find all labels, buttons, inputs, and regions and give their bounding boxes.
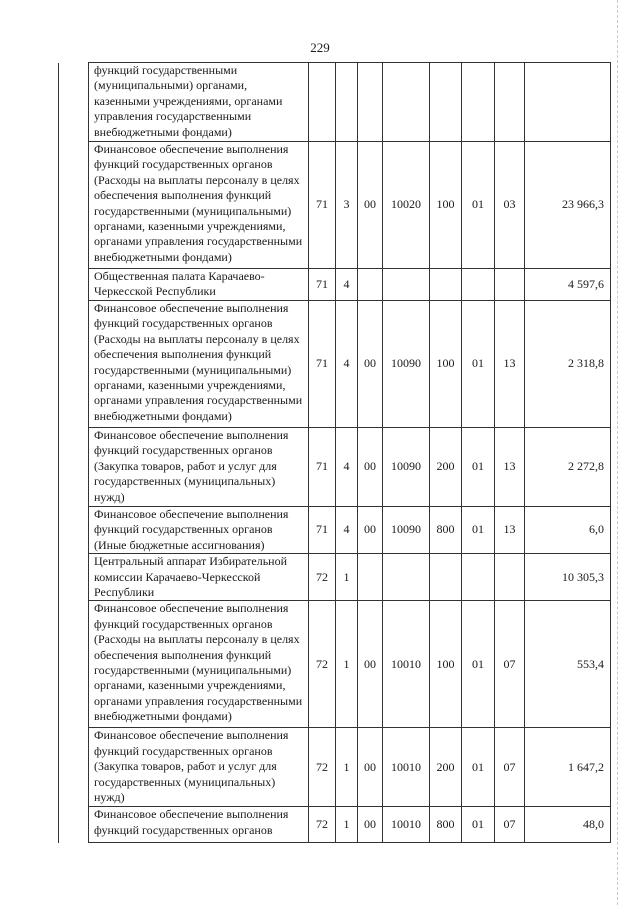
code-cell: 01 — [462, 601, 495, 728]
code-cell: 4 — [336, 507, 358, 554]
code-cell: 10010 — [383, 728, 430, 807]
table-row — [59, 507, 611, 554]
code-cell: 00 — [358, 301, 383, 428]
left-margin-cell — [59, 428, 89, 507]
code-cell: 00 — [358, 507, 383, 554]
code-cell: 10010 — [383, 807, 430, 843]
code-cell: 07 — [495, 728, 525, 807]
row-name-cell: Финансовое обеспечение выполнения функций государственных органов (Расходы на выплаты персоналу в целях обеспечения выполнения функций государственными (муниципальными) органами, казенными учреждениями, органами управления государственными внебюджетными фондами) — [89, 142, 309, 269]
code-cell: 13 — [495, 507, 525, 554]
row-name-cell: Финансовое обеспечение выполнения функций государственных органов (Иные бюджетные ассигнования) — [89, 507, 309, 554]
amount-cell: 1 647,2 — [525, 728, 611, 807]
table-row — [59, 728, 611, 807]
code-cell: 00 — [358, 142, 383, 269]
table-row — [59, 301, 611, 428]
code-cell: 10090 — [383, 428, 430, 507]
left-margin-cell — [59, 63, 89, 142]
code-cell: 01 — [462, 807, 495, 843]
code-cell — [462, 269, 495, 301]
code-cell — [495, 269, 525, 301]
amount-cell: 4 597,6 — [525, 269, 611, 301]
code-cell: 1 — [336, 601, 358, 728]
code-cell — [309, 63, 336, 142]
code-cell: 00 — [358, 807, 383, 843]
row-name-cell: функций государственными (муниципальными) органами, казенными учреждениями, органами управления государственными внебюджетными фондами) — [89, 63, 309, 142]
code-cell: 00 — [358, 428, 383, 507]
code-cell — [462, 63, 495, 142]
row-name-cell: Центральный аппарат Избирательной комиссии Карачаево-Черкесской Республики — [89, 554, 309, 601]
code-cell: 72 — [309, 728, 336, 807]
table-row — [59, 601, 611, 728]
row-name-cell: Общественная палата Карачаево-Черкесской Республики — [89, 269, 309, 301]
left-margin-cell — [59, 728, 89, 807]
left-margin-cell — [59, 507, 89, 554]
code-cell: 1 — [336, 554, 358, 601]
code-cell — [358, 63, 383, 142]
amount-cell: 553,4 — [525, 601, 611, 728]
left-margin-cell — [59, 269, 89, 301]
code-cell: 10010 — [383, 601, 430, 728]
code-cell: 200 — [430, 428, 462, 507]
code-cell — [336, 63, 358, 142]
scan-edge-line — [617, 0, 618, 905]
code-cell: 72 — [309, 807, 336, 843]
code-cell — [495, 63, 525, 142]
code-cell — [430, 554, 462, 601]
code-cell: 10090 — [383, 507, 430, 554]
code-cell — [495, 554, 525, 601]
code-cell: 1 — [336, 728, 358, 807]
row-name-cell: Финансовое обеспечение выполнения функций государственных органов (Закупка товаров, работ и услуг для государственных (муниципальных) нужд) — [89, 428, 309, 507]
left-margin-cell — [59, 554, 89, 601]
row-name-cell: Финансовое обеспечение выполнения функций государственных органов (Расходы на выплаты персоналу в целях обеспечения выполнения функций государственными (муниципальными) органами, казенными учреждениями, органами управления государственными внебюджетными фондами) — [89, 601, 309, 728]
code-cell: 800 — [430, 807, 462, 843]
amount-cell: 6,0 — [525, 507, 611, 554]
code-cell: 13 — [495, 428, 525, 507]
code-cell: 10020 — [383, 142, 430, 269]
table-row — [59, 554, 611, 601]
code-cell: 01 — [462, 728, 495, 807]
code-cell: 01 — [462, 142, 495, 269]
code-cell: 800 — [430, 507, 462, 554]
code-cell: 4 — [336, 428, 358, 507]
table-row — [59, 142, 611, 269]
row-name-cell: Финансовое обеспечение выполнения функций государственных органов — [89, 807, 309, 843]
code-cell: 3 — [336, 142, 358, 269]
page-number: 229 — [310, 40, 330, 55]
code-cell: 4 — [336, 301, 358, 428]
code-cell — [358, 554, 383, 601]
amount-cell: 48,0 — [525, 807, 611, 843]
code-cell: 4 — [336, 269, 358, 301]
code-cell — [462, 554, 495, 601]
code-cell: 03 — [495, 142, 525, 269]
code-cell: 1 — [336, 807, 358, 843]
left-margin-cell — [59, 142, 89, 269]
left-margin-cell — [59, 807, 89, 843]
code-cell: 71 — [309, 269, 336, 301]
code-cell: 100 — [430, 142, 462, 269]
code-cell: 71 — [309, 142, 336, 269]
amount-cell: 10 305,3 — [525, 554, 611, 601]
code-cell — [383, 554, 430, 601]
code-cell — [383, 63, 430, 142]
code-cell: 07 — [495, 807, 525, 843]
code-cell: 07 — [495, 601, 525, 728]
code-cell: 71 — [309, 507, 336, 554]
table-row — [59, 63, 611, 142]
row-name-cell: Финансовое обеспечение выполнения функций государственных органов (Расходы на выплаты персоналу в целях обеспечения выполнения функций государственными (муниципальными) органами, казенными учреждениями, органами управления государственными внебюджетными фондами) — [89, 301, 309, 428]
code-cell — [383, 269, 430, 301]
table-row — [59, 807, 611, 843]
code-cell — [430, 269, 462, 301]
table-row — [59, 428, 611, 507]
code-cell: 01 — [462, 507, 495, 554]
left-margin-cell — [59, 301, 89, 428]
code-cell: 01 — [462, 428, 495, 507]
amount-cell: 2 272,8 — [525, 428, 611, 507]
code-cell: 00 — [358, 601, 383, 728]
code-cell: 200 — [430, 728, 462, 807]
code-cell — [430, 63, 462, 142]
code-cell: 72 — [309, 601, 336, 728]
budget-table — [58, 62, 611, 843]
code-cell: 100 — [430, 301, 462, 428]
left-margin-cell — [59, 601, 89, 728]
code-cell: 72 — [309, 554, 336, 601]
amount-cell — [525, 63, 611, 142]
code-cell: 10090 — [383, 301, 430, 428]
amount-cell: 2 318,8 — [525, 301, 611, 428]
code-cell: 13 — [495, 301, 525, 428]
code-cell — [358, 269, 383, 301]
amount-cell: 23 966,3 — [525, 142, 611, 269]
code-cell: 100 — [430, 601, 462, 728]
row-name-cell: Финансовое обеспечение выполнения функций государственных органов (Закупка товаров, работ и услуг для государственных (муниципальных) нужд) — [89, 728, 309, 807]
code-cell: 71 — [309, 301, 336, 428]
code-cell: 00 — [358, 728, 383, 807]
table-row — [59, 269, 611, 301]
code-cell: 01 — [462, 301, 495, 428]
code-cell: 71 — [309, 428, 336, 507]
